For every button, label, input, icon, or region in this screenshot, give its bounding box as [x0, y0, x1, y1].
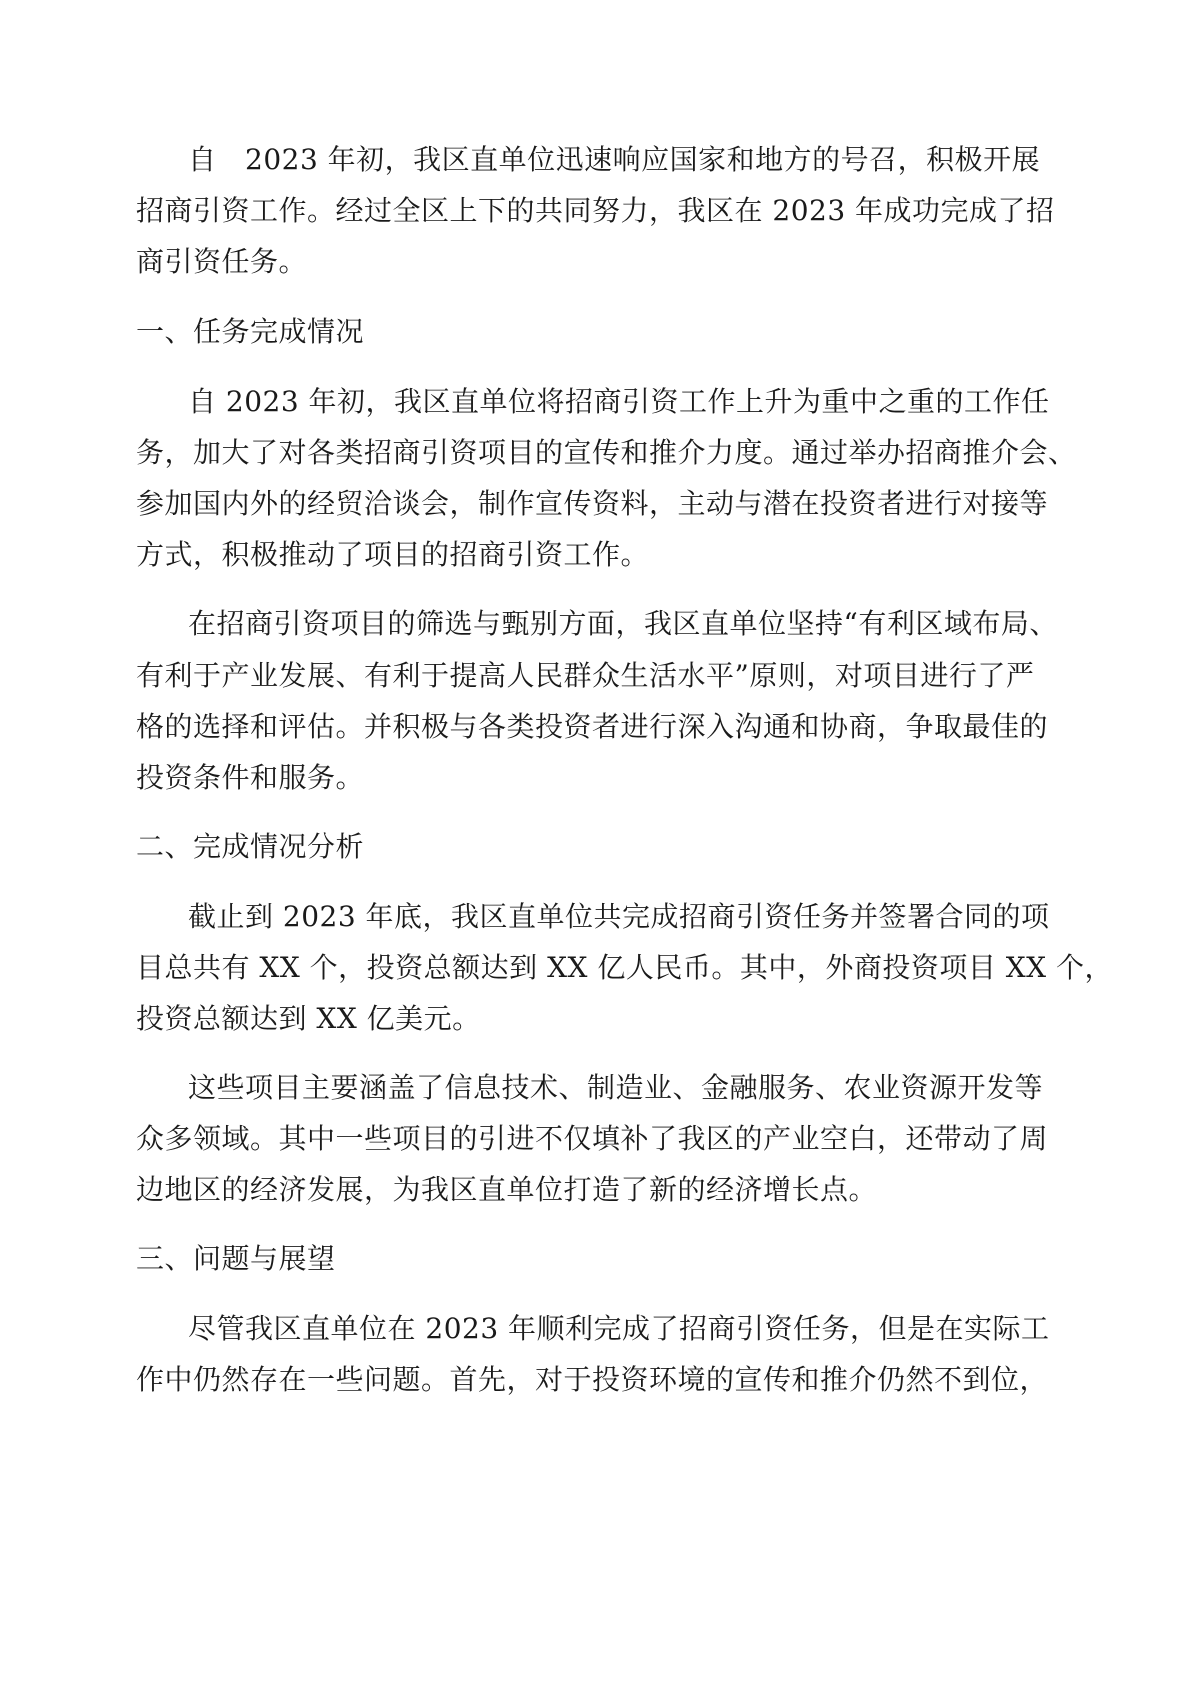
text-line: 边地区的经济发展，为我区直单位打造了新的经济增长点。: [136, 1173, 878, 1206]
text-line: 自 2023 年初，我区直单位将招商引资工作上升为重中之重的工作任: [188, 385, 1050, 418]
text-line: 商引资任务。: [136, 245, 308, 278]
text-line: 在招商引资项目的筛选与甄别方面，我区直单位坚持“有利区域布局、: [188, 607, 1058, 640]
text-line: 格的选择和评估。并积极与各类投资者进行深入沟通和协商，争取最佳的: [136, 710, 1049, 743]
text-line: 作中仍然存在一些问题。首先，对于投资环境的宣传和推介仍然不到位，: [136, 1363, 1049, 1396]
text-line: 招商引资工作。经过全区上下的共同努力，我区在 2023 年成功完成了招: [136, 194, 1055, 227]
text-line: 投资总额达到 XX 亿美元。: [136, 1002, 481, 1035]
text-line: 截止到 2023 年底，我区直单位共完成招商引资任务并签署合同的项: [188, 900, 1050, 933]
section-heading-1: 一、任务完成情况: [136, 315, 365, 348]
text-line: 方式，积极推动了项目的招商引资工作。: [136, 538, 650, 571]
section-heading-2: 二、完成情况分析: [136, 830, 365, 863]
section-heading-3: 三、问题与展望: [136, 1242, 336, 1275]
text-line: 目总共有 XX 个，投资总额达到 XX 亿人民币。其中，外商投资项目 XX 个，: [136, 951, 1114, 984]
text-line: 参加国内外的经贸洽谈会，制作宣传资料，主动与潜在投资者进行对接等: [136, 487, 1049, 520]
text-line: 众多领域。其中一些项目的引进不仅填补了我区的产业空白，还带动了周: [136, 1122, 1049, 1155]
text-line: 投资条件和服务。: [136, 761, 365, 794]
text-line: 务，加大了对各类招商引资项目的宣传和推介力度。通过举办招商推介会、: [136, 436, 1077, 469]
text-line: 有利于产业发展、有利于提高人民群众生活水平”原则，对项目进行了严: [136, 659, 1035, 692]
text-line: 自 2023 年初，我区直单位迅速响应国家和地方的号召，积极开展: [188, 143, 1041, 176]
text-line: 尽管我区直单位在 2023 年顺利完成了招商引资任务，但是在实际工: [188, 1312, 1050, 1345]
text-line: 这些项目主要涵盖了信息技术、制造业、金融服务、农业资源开发等: [188, 1071, 1044, 1104]
